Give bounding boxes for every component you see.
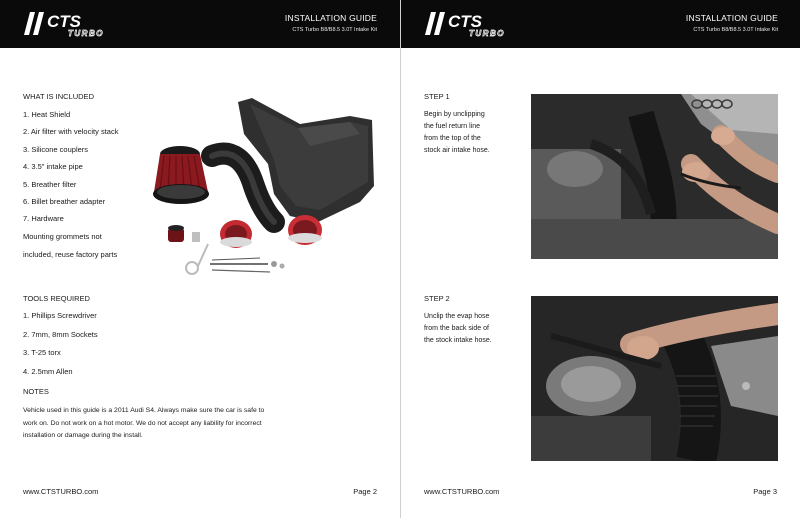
tools-heading: TOOLS REQUIRED [23,294,90,303]
included-item: 6. Billet breather adapter [23,197,106,206]
page-3 [400,0,800,518]
included-item: 7. Hardware [23,214,64,223]
svg-text:CTS: CTS [47,12,81,31]
footer-url[interactable]: www.CTSTURBO.com [23,487,99,496]
step2-line: Unclip the evap hose [424,313,490,320]
step2-heading: STEP 2 [424,294,450,303]
included-item: 5. Breather filter [23,180,77,189]
notes-text: Vehicle used in this guide is a 2011 Audi S4. Always make sure the car is safe to work on. Do not work on a hot motor. We do not accept any liability for incorrect installation or damage during the install. [23,407,265,439]
included-item: 2. Air filter with velocity stack [23,127,119,136]
header-subtitle: CTS Turbo B8/B8.5 3.0T Intake Kit [292,27,377,33]
header-title: INSTALLATION GUIDE [685,13,778,23]
page-number: Page 2 [353,487,377,496]
svg-text:CTS: CTS [448,12,482,31]
step1-line: the fuel return line [424,123,481,130]
page-header [401,0,800,48]
tool-item: 4. 2.5mm Allen [23,367,73,376]
included-item: Mounting grommets not [23,232,102,241]
page-header [0,0,400,48]
step1-line: stock air intake hose. [424,147,490,154]
svg-text:TURBO: TURBO [68,29,104,37]
page-number: Page 3 [753,487,777,496]
header-subtitle: CTS Turbo B8/B8.5 3.0T Intake Kit [693,27,778,33]
included-heading: WHAT IS INCLUDED [23,92,94,101]
header-title: INSTALLATION GUIDE [284,13,377,23]
cts-turbo-logo [22,11,130,37]
step2-photo [531,296,778,461]
footer-url[interactable]: www.CTSTURBO.com [424,487,500,496]
included-item: 3. Silicone couplers [23,145,89,154]
step1-photo [531,94,778,259]
included-item: 1. Heat Shield [23,110,71,119]
svg-text:TURBO: TURBO [469,29,505,37]
step2-line: from the back side of [424,325,489,332]
intake-kit-photo [150,94,380,284]
included-item: included, reuse factory parts [23,250,118,259]
step1-heading: STEP 1 [424,92,450,101]
included-item: 4. 3.5" intake pipe [23,162,83,171]
notes-heading: NOTES [23,387,49,396]
step2-line: the stock intake hose. [424,337,492,344]
step1-line: from the top of the [424,135,481,142]
step1-line: Begin by unclipping [424,111,485,118]
cts-turbo-logo [423,11,531,37]
tool-item: 1. Phillips Screwdriver [23,311,97,320]
tool-item: 3. T-25 torx [23,348,61,357]
tool-item: 2. 7mm, 8mm Sockets [23,330,98,339]
